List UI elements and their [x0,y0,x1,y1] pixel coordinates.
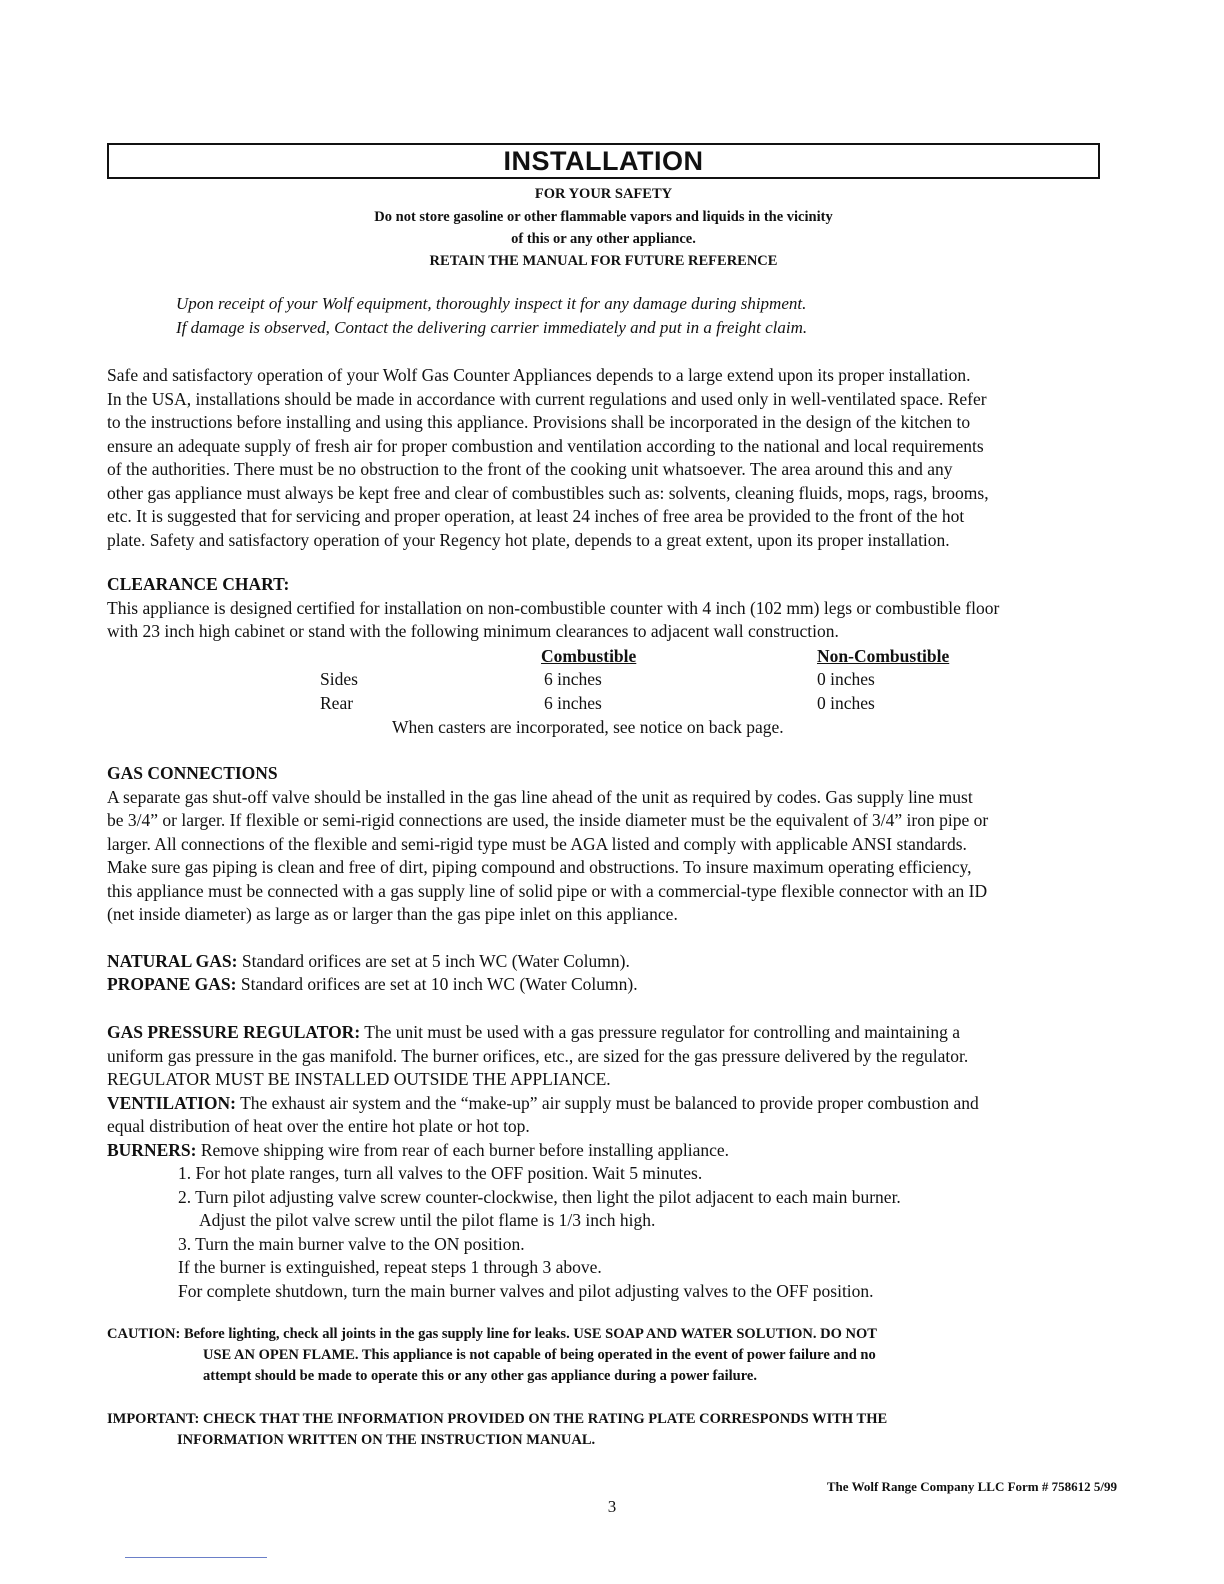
burner-step-1: 1. For hot plate ranges, turn all valves to the OFF position. Wait 5 minutes. [178,1163,703,1183]
regulator-line-2: uniform gas pressure in the gas manifold. The burner orifices, etc., are sized for the gas pressure delivered by the regulator. [107,1045,969,1066]
clearance-line-2: with 23 inch high cabinet or stand with the following minimum clearances to adjacent wall construction. [107,621,839,641]
burners-label: BURNERS: [107,1139,197,1160]
gas-connections-line: A separate gas shut-off valve should be installed in the gas line ahead of the unit as required by codes. Gas supply line must [107,786,973,807]
natural-gas-label: NATURAL GAS: [107,951,238,971]
row-rear-combustible: 6 inches [544,693,602,713]
intro-paragraph [107,364,1107,552]
notice-line-1: Upon receipt of your Wolf equipment, thoroughly inspect it for any damage during shipment. [176,294,807,313]
caution-line-3: attempt should be made to operate this or any other gas appliance during a power failure. [203,1368,757,1384]
caution-label: CAUTION: [107,1326,181,1342]
regulator-line-3: REGULATOR MUST BE INSTALLED OUTSIDE THE APPLIANCE. [107,1069,611,1089]
clearance-section [107,573,1107,644]
caution-line-2: USE AN OPEN FLAME. This appliance is not capable of being operated in the event of power failure and no [203,1347,876,1363]
intro-line: to the instructions before installing and using this appliance. Provisions shall be incorporated in the design of the kitchen to [107,412,971,432]
safety-line-1: Do not store gasoline or other flammable vapors and liquids in the vicinity [374,209,833,225]
footer-form-number: The Wolf Range Company LLC Form # 758612 5/99 [826,1479,1117,1494]
propane-gas-label: PROPANE GAS: [107,974,237,994]
burner-extra-1: If the burner is extinguished, repeat steps 1 through 3 above. [178,1257,602,1277]
notice-line-2: If damage is observed, Contact the delivering carrier immediately and put in a freight claim. [176,318,808,337]
propane-gas [107,973,1107,997]
propane-gas-text: Standard orifices are set at 10 inch WC (Water Column). [240,974,638,994]
intro-line: etc. It is suggested that for servicing and proper operation, at least 24 inches of free area be provided to the front of the hot [107,506,965,526]
row-rear-noncombustible: 0 inches [817,693,875,713]
col-combustible: Combustible [541,646,637,666]
intro-line: ensure an adequate supply of fresh air for proper combustion and ventilation according to the national and local requirements [107,435,984,456]
gas-connections-line: be 3/4” or larger. If flexible or semi-rigid connections are used, the inside diameter must be the equivalent of 3/4” iron pipe or [107,810,989,830]
natural-gas-text: Standard orifices are set at 5 inch WC (Water Column). [241,951,630,971]
important-line-2: INFORMATION WRITTEN ON THE INSTRUCTION MANUAL. [177,1432,596,1448]
bottom-divider [125,1557,267,1558]
ventilation-line-1: The exhaust air system and the “make-up” air supply must be balanced to provide proper combustion and [240,1092,979,1113]
burner-step-3: 3. Turn the main burner valve to the ON position. [178,1234,525,1254]
gas-connections-section [107,762,1107,927]
intro-line: In the USA, installations should be made in accordance with current regulations and used only in well-ventilated space. Refer [107,388,987,409]
burner-step-2-cont: Adjust the pilot valve screw until the pilot flame is 1/3 inch high. [199,1210,656,1230]
safety-line-2: of this or any other appliance. [511,231,696,247]
intro-line: other gas appliance must always be kept free and clear of combustibles such as: solvents, cleaning fluids, mops, rags, brooms, [107,482,989,503]
intro-line: Safe and satisfactory operation of your Wolf Gas Counter Appliances depends to a large extend upon its proper installation. [107,365,971,385]
regulator-section [107,1021,1107,1162]
ventilation-line-2: equal distribution of heat over the entire hot plate or hot top. [107,1116,530,1136]
row-sides-combustible: 6 inches [544,669,602,689]
gas-connections-line: Make sure gas piping is clean and free of dirt, piping compound and obstructions. To insure maximum operating efficiency, [107,857,972,877]
safety-retain: RETAIN THE MANUAL FOR FUTURE REFERENCE [429,253,778,269]
important-block [107,1409,1107,1451]
gas-connections-line: this appliance must be connected with a gas supply line of solid pipe or with a commercial-type flexible connector with an ID [107,880,988,901]
burner-extra-2: For complete shutdown, turn the main burner valves and pilot adjusting valves to the OFF position. [178,1281,874,1301]
caution-line-1: Before lighting, check all joints in the gas supply line for leaks. USE SOAP AND WATER SOLUTION. DO NOT [183,1326,877,1342]
natural-gas [107,950,1107,974]
clearance-heading: CLEARANCE CHART: [107,574,290,594]
col-noncombustible: Non-Combustible [817,646,950,666]
caution-block [107,1324,1107,1387]
intro-line: of the authorities. There must be no obstruction to the front of the cooking unit whatsoever. The area around this and any [107,459,953,479]
important-line-1: IMPORTANT: CHECK THAT THE INFORMATION PROVIDED ON THE RATING PLATE CORRESPONDS WITH THE [107,1411,888,1427]
ventilation-label: VENTILATION: [107,1092,237,1113]
regulator-label: GAS PRESSURE REGULATOR: [107,1022,361,1042]
gas-connections-heading: GAS CONNECTIONS [107,763,278,783]
intro-line: plate. Safety and satisfactory operation of your Regency hot plate, depends to a great extent, upon its proper installation. [107,529,950,550]
safety-heading: FOR YOUR SAFETY [534,186,673,202]
page-number: 3 [607,1497,617,1516]
row-sides-noncombustible: 0 inches [817,669,875,689]
burner-step-2: 2. Turn pilot adjusting valve screw counter-clockwise, then light the pilot adjacent to each main burner. [178,1187,901,1207]
page-title: INSTALLATION [503,146,704,176]
row-rear-label: Rear [320,693,354,713]
regulator-line-1: The unit must be used with a gas pressure regulator for controlling and maintaining a [364,1022,961,1042]
clearance-line-1: This appliance is designed certified for installation on non-combustible counter with 4 inch (102 mm) legs or combustible floor [107,597,1000,618]
title-box [107,143,1100,179]
casters-note: When casters are incorporated, see notice on back page. [392,717,784,737]
row-sides-label: Sides [320,669,358,689]
gas-connections-line: larger. All connections of the flexible and semi-rigid type must be AGA listed and comply with applicable ANSI standards. [107,833,967,854]
burners-text: Remove shipping wire from rear of each burner before installing appliance. [200,1139,730,1160]
gas-connections-line: (net inside diameter) as large as or larger than the gas pipe inlet on this appliance. [107,904,678,924]
